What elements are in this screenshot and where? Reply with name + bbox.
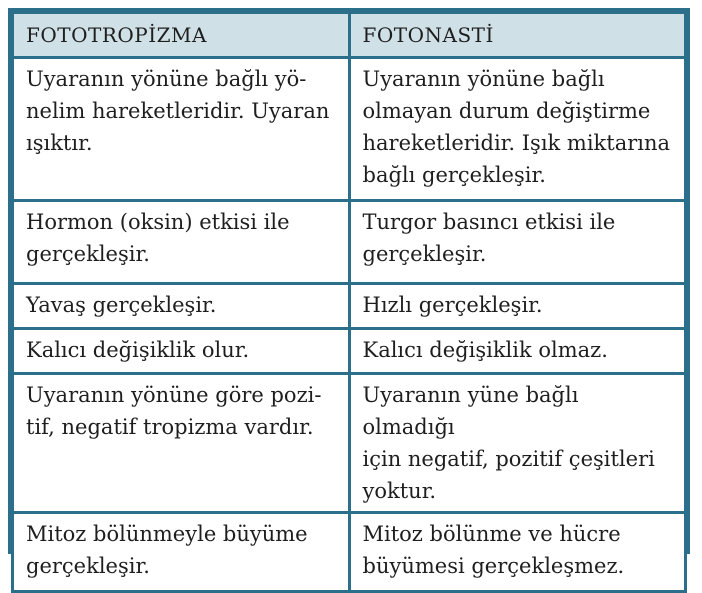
comparison-table-frame bbox=[8, 8, 690, 578]
table-cell: Mitoz bölünme ve hücre büyümesi gerçekleşmez. bbox=[351, 514, 685, 590]
table-cell: Hızlı gerçekleşir. bbox=[351, 285, 685, 327]
header-fototropizma: FOTOTROPİZMA bbox=[14, 14, 348, 56]
table-header-row bbox=[14, 14, 684, 56]
table-cell: Uyaranın yönüne bağlı olmayan durum değiştirme hareketleridir. Işık miktarına bağlı gerçekleşir. bbox=[351, 59, 685, 199]
table-row bbox=[14, 375, 684, 511]
table-row bbox=[14, 514, 684, 590]
table-cell: Turgor basıncı etkisi ile gerçekleşir. bbox=[351, 202, 685, 282]
table-cell: Uyaranın yüne bağlı olmadığı için negatif, pozitif çeşitleri yoktur. bbox=[351, 375, 685, 511]
table-row bbox=[14, 59, 684, 199]
table-cell: Yavaş gerçekleşir. bbox=[14, 285, 348, 327]
table-row bbox=[14, 202, 684, 282]
table-cell: Hormon (oksin) etkisi ile gerçekleşir. bbox=[14, 202, 348, 282]
table-row bbox=[14, 285, 684, 327]
table-cell: Kalıcı değişiklik olmaz. bbox=[351, 330, 685, 372]
table-cell: Kalıcı değişiklik olur. bbox=[14, 330, 348, 372]
table-cell: Uyaranın yönüne bağlı yö- nelim hareketleridir. Uyaran ışıktır. bbox=[14, 59, 348, 199]
table-cell: Mitoz bölünmeyle büyüme gerçekleşir. bbox=[14, 514, 348, 590]
table-cell: Uyaranın yönüne göre pozi- tif, negatif tropizma vardır. bbox=[14, 375, 348, 511]
table-row bbox=[14, 330, 684, 372]
header-fotonasti: FOTONASTİ bbox=[351, 14, 685, 56]
comparison-table bbox=[11, 11, 687, 593]
